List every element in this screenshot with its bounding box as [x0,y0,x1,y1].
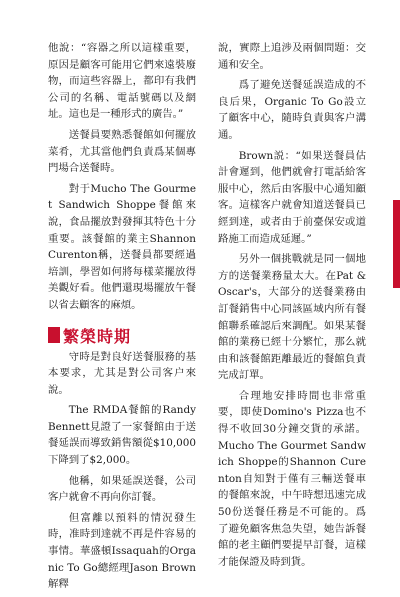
paragraph: 他說：“容器之所以這樣重要，原因是顧客可能用它們來遠裝廢物，而這些容器上，都印有我們公司的名稱、電話號碼以及網址。這也是一種形式的廣告。” [48,42,196,121]
text-columns [48,40,366,597]
right-column [218,40,366,597]
page-edge-tab [393,200,400,288]
paragraph: 合理地安排時間也非常重要，即使Domino's Pizza也不得不收回30分鐘交貨的承諾。Mucho The Gourmet Sandwich Shoppe的Shannon Curenton自知對于僅有三輛送餐車的餐館來說，中午時想迅速完成50份送餐任務是不可能的。爲了避免顧客焦急失望，她告訴餐館的老主顧們要提早訂餐，這樣才能保證及時到貨。 [218,389,366,568]
left-column [48,40,196,597]
paragraph: 送餐員要熟悉餐館如何擺放菜肴，尤其當他們負責爲某個專門場合送餐時。 [48,128,196,175]
paragraph: The RMDA餐館的Randy Bennett見證了一家餐館由于送餐延誤而導致銷售額從$10,000下降到了$2,000。 [48,404,196,467]
paragraph: 對于Mucho The Gourmet Sandwich Shoppe餐館來說，食品擺放對發揮其特色十分重要。該餐館的業主Shannon Curenton稱，送餐員都要經過培訓，學習如何將每樣菜擺放得美觀好看。他們還現場擺放午餐以省去顧客的麻煩。 [48,182,196,311]
section-title: 繁榮時期 [63,326,132,346]
paragraph: 但富離以預料的情況發生時，准時到達就不再是件容易的事情。華盛頓Issaquah的Organic To Go總經理Jason Brown解釋 [48,511,196,591]
paragraph: 爲了避免送餐延誤造成的不良后果，Organic To Go設立了顧客中心，隨時負責與客户溝通。 [218,79,366,141]
paragraph: 他稱，如果延誤送餐，公司客户就會不再向你訂餐。 [48,474,196,504]
paragraph: 說，實際上追涉及兩個問題：交通和安全。 [218,42,366,71]
paragraph: 守時是對良好送餐服務的基本要求，尤其是對公司客户來說。 [48,350,196,396]
section-heading [48,324,196,347]
paragraph: 另外一個挑戰就是同一個地方的送餐業務量太大。在Pat & Oscar's，大部分的送餐業務由訂餐銷售中心同該區域内所有餐館聯系確認后來調配。如果某餐館的業務已經十分繁忙，那么就由和該餐館距離最近的餐館負責完成訂單。 [218,253,366,382]
paragraph: Brown説：“如果送餐員估計會遲到，他們就會打電話給客服中心，然后由客服中心通知顧客。這樣客户就會知道送餐員已經到達，或者由于前臺保安或道路施工而造成延遲。” [218,149,366,245]
section-marker-icon [48,327,60,343]
